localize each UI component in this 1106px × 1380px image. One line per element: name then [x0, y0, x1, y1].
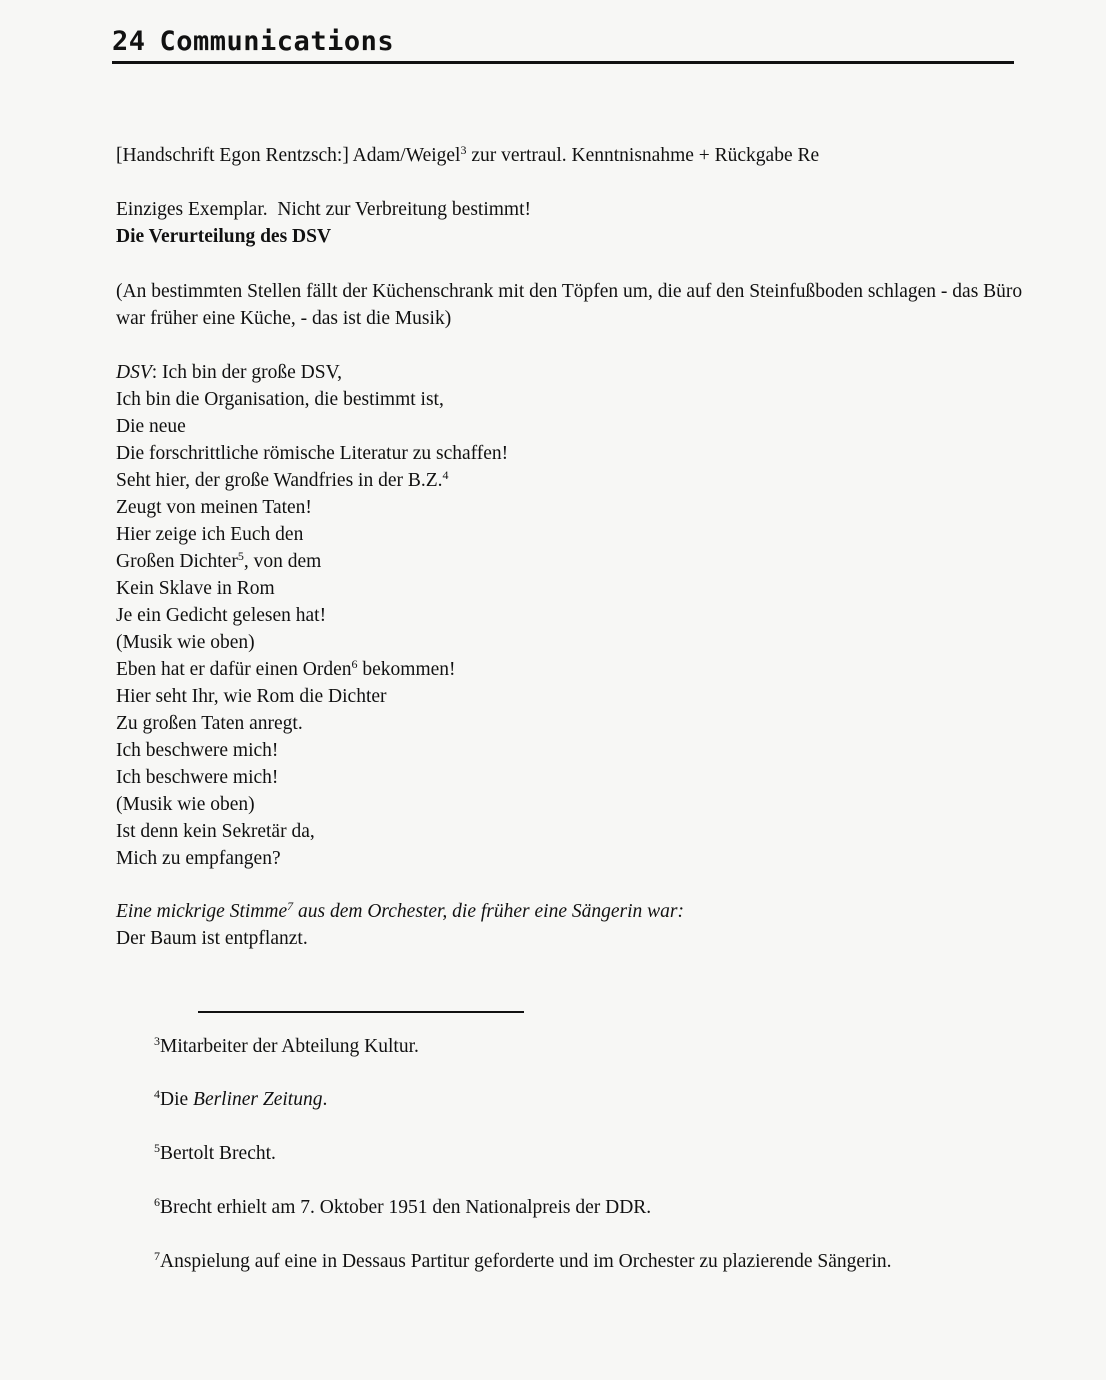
verse-line: Zeugt von meinen Taten! [116, 497, 312, 518]
footnote-text: Brecht erhielt am 7. Oktober 1951 den Nationalpreis der DDR. [160, 1197, 652, 1218]
running-head [112, 22, 1014, 62]
footnote-ref-4: 4 [442, 468, 449, 482]
handwritten-note [116, 142, 1036, 169]
stage-direction: (An bestimmten Stellen fällt der Küchenschrank mit den Töpfen um, die auf den Steinfußboden schlagen - das Büro war früher eine Küche, - das ist die Musik) [116, 281, 1023, 329]
footnote-text: Bertolt Brecht. [160, 1143, 276, 1164]
footnote-5 [154, 1140, 276, 1167]
verse-line: Ich bin die Organisation, die bestimmt ist, [116, 389, 444, 410]
voice-label [116, 898, 1036, 925]
footnote-mark: 7 [154, 1249, 160, 1263]
voice-section [116, 898, 1036, 952]
footnote-mark: 3 [154, 1034, 160, 1048]
footnote-mark: 4 [154, 1087, 160, 1101]
verse-line: (Musik wie oben) [116, 794, 255, 815]
voice-label-text: Eine mickrige Stimme [116, 901, 288, 922]
footnote-ref-7: 7 [287, 899, 294, 913]
verse-line: Mich zu empfangen? [116, 848, 281, 869]
handwritten-note-suffix: zur vertraul. Kenntnisnahme + Rückgabe Re [466, 145, 820, 166]
verse-line: Ich beschwere mich! [116, 740, 279, 761]
verse-line: Ist denn kein Sekretär da, [116, 821, 315, 842]
verse-line-text: Eben hat er dafür einen Orden [116, 659, 352, 680]
footnote-text: Die [160, 1089, 194, 1110]
verse-line: (Musik wie oben) [116, 632, 255, 653]
footnote-7 [154, 1248, 892, 1275]
footnote-4 [154, 1086, 327, 1113]
footnote-6 [154, 1194, 651, 1221]
footnote-mark: 5 [154, 1141, 160, 1155]
footnote-italic-text: Berliner Zeitung [193, 1089, 323, 1110]
verse-line-text: : Ich bin der große DSV, [151, 362, 343, 383]
footnote-text: Mitarbeiter der Abteilung Kultur. [160, 1036, 419, 1057]
footnote-mark: 6 [154, 1195, 160, 1209]
handwritten-note-prefix: [Handschrift Egon Rentzsch:] Adam/Weigel [116, 145, 461, 166]
verse-line [116, 359, 1036, 386]
verse-line: Die forschrittliche römische Literatur zu schaffen! [116, 443, 509, 464]
verse-line: Zu großen Taten anregt. [116, 713, 303, 734]
copy-note: Einziges Exemplar. Nicht zur Verbreitung bestimmt! [116, 199, 531, 220]
footnote-3 [154, 1033, 419, 1060]
verse-line-text: , von dem [243, 551, 322, 572]
journal-title: Communications [159, 26, 395, 57]
footnote-text: . [322, 1089, 328, 1110]
header-rule [112, 61, 1014, 64]
speaker-name: DSV [116, 362, 152, 383]
verse-line [116, 656, 1036, 683]
verse-line: Hier seht Ihr, wie Rom die Dichter [116, 686, 387, 707]
footnote-ref-3: 3 [460, 143, 467, 157]
verse-line [116, 548, 1036, 575]
verse-line [116, 467, 1036, 494]
verse-line-text: Großen Dichter [116, 551, 238, 572]
dsv-verse [116, 359, 1036, 872]
footnote-ref-6: 6 [351, 657, 358, 671]
footnote-ref-5: 5 [237, 549, 244, 563]
page-number: 24 [112, 26, 146, 57]
footnote-rule [198, 1011, 524, 1013]
verse-line: Die neue [116, 416, 186, 437]
verse-line-text: bekommen! [357, 659, 456, 680]
verse-line-text: Seht hier, der große Wandfries in der B.Z. [116, 470, 443, 491]
verse-line: Hier zeige ich Euch den [116, 524, 304, 545]
verse-line: Je ein Gedicht gelesen hat! [116, 605, 327, 626]
voice-label-rest: aus dem Orchester, die früher eine Sängerin war: [293, 901, 684, 922]
verse-line: Kein Sklave in Rom [116, 578, 275, 599]
document-title: Die Verurteilung des DSV [116, 226, 332, 247]
footnote-text: Anspielung auf eine in Dessaus Partitur geforderte und im Orchester zu plazierende Sängerin. [160, 1251, 892, 1272]
verse-line: Ich beschwere mich! [116, 767, 279, 788]
voice-line: Der Baum ist entpflanzt. [116, 928, 308, 949]
